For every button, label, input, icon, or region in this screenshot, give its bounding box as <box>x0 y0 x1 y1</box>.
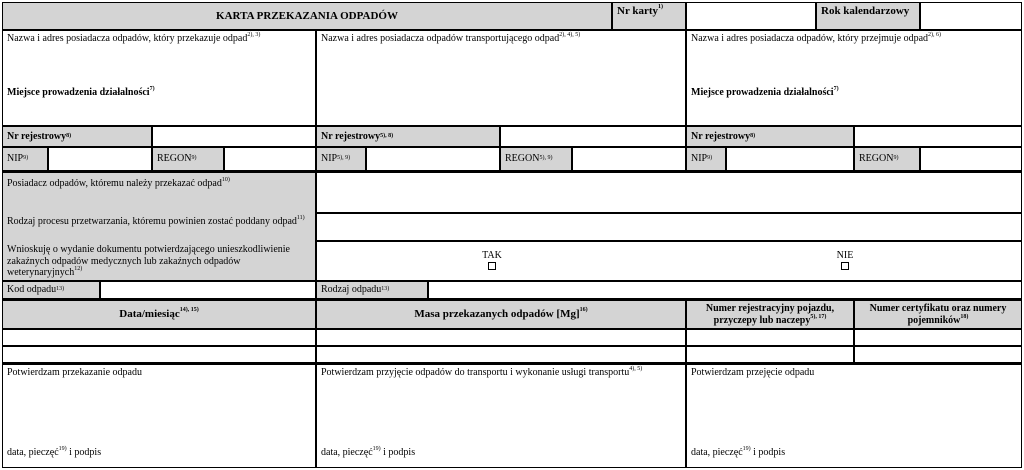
holder-nip-field[interactable] <box>48 147 152 171</box>
option-nie <box>815 250 875 273</box>
receipt-confirm-box[interactable] <box>686 363 1022 468</box>
transporter-nip-field[interactable] <box>366 147 500 171</box>
handover-confirm-label: Potwierdzam przekazanie odpadu <box>7 367 142 378</box>
receipt-signature-label: data, pieczęć$^{19)}$ i podpis <box>691 446 786 458</box>
receiver-place-label: Miejsce prowadzenia działalności$^{7)}$ <box>691 86 839 98</box>
transport-confirm-box[interactable]: Potwierdzam przyjęcie odpadów do transportu i wykonanie usługi transportu$^{4), 5)}$ data, pieczęć$^{19)}$ i podpis <box>316 363 686 468</box>
cert-cell-2[interactable] <box>854 346 1022 363</box>
cert-cell-1[interactable] <box>854 329 1022 346</box>
receiver-nip-label: NIP $^{9)}$ <box>686 147 726 171</box>
nie-checkbox[interactable] <box>841 262 849 270</box>
waste-holder-label: Posiadacz odpadów, któremu należy przekazać odpad$^{10)}$ <box>7 177 230 189</box>
request-options-row <box>316 241 1022 281</box>
form-title <box>2 2 612 30</box>
transporter-nip-label: NIP $^{5), 9)}$ <box>316 147 366 171</box>
holder-name-label: Nazwa i adres posiadacza odpadów, który przekazuje odpad <box>7 33 248 44</box>
waste-request-label: Wnioskuję o wydanie dokumentu potwierdzającego unieszkodliwienie zakaźnych odpadów medycznych lub zakaźnych odpadów weterynaryjnych$^{12)}$ <box>7 244 290 278</box>
receiver-reg-field[interactable] <box>854 126 1022 147</box>
holder-name-field[interactable]: Nazwa i adres posiadacza odpadów, który przekazuje odpad$^{2), 3)}$ Miejsce prowadzenia działalności$^{7)}$ <box>2 30 316 126</box>
transporter-regon-field[interactable] <box>572 147 686 171</box>
option-tak-label: TAK <box>482 250 502 261</box>
receiver-reg-label: Nr rejestrowy $^{8)}$ <box>686 126 854 147</box>
transporter-name-label: Nazwa i adres posiadacza odpadów transportującego odpad <box>321 33 560 44</box>
receiver-nip-field[interactable] <box>726 147 854 171</box>
date-header: Data/miesiąc$^{14), 15)}$ <box>2 299 316 329</box>
option-nie-label: NIE <box>836 250 854 261</box>
receiver-regon-field[interactable] <box>920 147 1022 171</box>
mass-cell-1[interactable] <box>316 329 686 346</box>
waste-labels-panel <box>2 171 316 281</box>
waste-holder-field[interactable] <box>316 171 1022 213</box>
waste-code-field[interactable] <box>100 281 316 299</box>
form-title-text: KARTA PRZEKAZANIA ODPADÓW <box>216 9 398 22</box>
mass-cell-2[interactable] <box>316 346 686 363</box>
tak-checkbox[interactable] <box>488 262 496 270</box>
holder-reg-label: Nr rejestrowy $^{8)}$ <box>2 126 152 147</box>
date-cell-2[interactable] <box>2 346 316 363</box>
handover-confirm-box[interactable] <box>2 363 316 468</box>
transporter-reg-field[interactable] <box>500 126 686 147</box>
calendar-year-field[interactable] <box>920 2 1022 30</box>
waste-process-field[interactable] <box>316 213 1022 241</box>
calendar-year-label: Rok kalendarzowy <box>816 2 920 30</box>
mass-header: Masa przekazanych odpadów $[Mg]^{16)}$ <box>316 299 686 329</box>
vehicle-header: Numer rejestracyjny pojazdu, przyczepy lub naczepy$^{5), 17)}$ <box>686 299 854 329</box>
vehicle-cell-2[interactable] <box>686 346 854 363</box>
receipt-confirm-label: Potwierdzam przejęcie odpadu <box>691 367 815 378</box>
holder-regon-label: REGON $^{9)}$ <box>152 147 224 171</box>
handover-signature-label: data, pieczęć$^{19)}$ i podpis <box>7 446 102 458</box>
waste-process-label: Rodzaj procesu przetwarzania, któremu powinien zostać poddany odpad$^{11)}$ <box>7 215 305 227</box>
card-number-field[interactable] <box>686 2 816 30</box>
receiver-name-label: Nazwa i adres posiadacza odpadów, który przejmuje odpad <box>691 33 929 44</box>
holder-regon-field[interactable] <box>224 147 316 171</box>
waste-type-field[interactable] <box>428 281 1022 299</box>
option-tak <box>462 250 522 273</box>
transporter-reg-label: Nr rejestrowy $^{5), 8)}$ <box>316 126 500 147</box>
transport-signature-label: data, pieczęć$^{19)}$ i podpis <box>321 446 416 458</box>
transport-confirm-label: Potwierdzam przyjęcie odpadów do transportu i wykonanie usługi transportu <box>321 367 630 378</box>
receiver-regon-label: REGON $^{9)}$ <box>854 147 920 171</box>
receiver-name-field[interactable]: Nazwa i adres posiadacza odpadów, który przejmuje odpad$^{2), 6)}$ Miejsce prowadzenia działalności$^{7)}$ <box>686 30 1022 126</box>
holder-place-label: Miejsce prowadzenia działalności$^{7)}$ <box>7 86 155 98</box>
waste-code-label: Kod odpadu $^{13)}$ <box>2 281 100 299</box>
holder-reg-field[interactable] <box>152 126 316 147</box>
holder-nip-label: NIP $^{9)}$ <box>2 147 48 171</box>
date-cell-1[interactable] <box>2 329 316 346</box>
transporter-name-field[interactable]: Nazwa i adres posiadacza odpadów transportującego odpad$^{2), 4), 5)}$ <box>316 30 686 126</box>
cert-header: Numer certyfikatu oraz numery pojemników$^{18)}$ <box>854 299 1022 329</box>
card-number-label: Nr karty$^{1)}$ <box>612 2 686 30</box>
vehicle-cell-1[interactable] <box>686 329 854 346</box>
waste-type-label: Rodzaj odpadu $^{13)}$ <box>316 281 428 299</box>
transporter-regon-label: REGON $^{5), 9)}$ <box>500 147 572 171</box>
